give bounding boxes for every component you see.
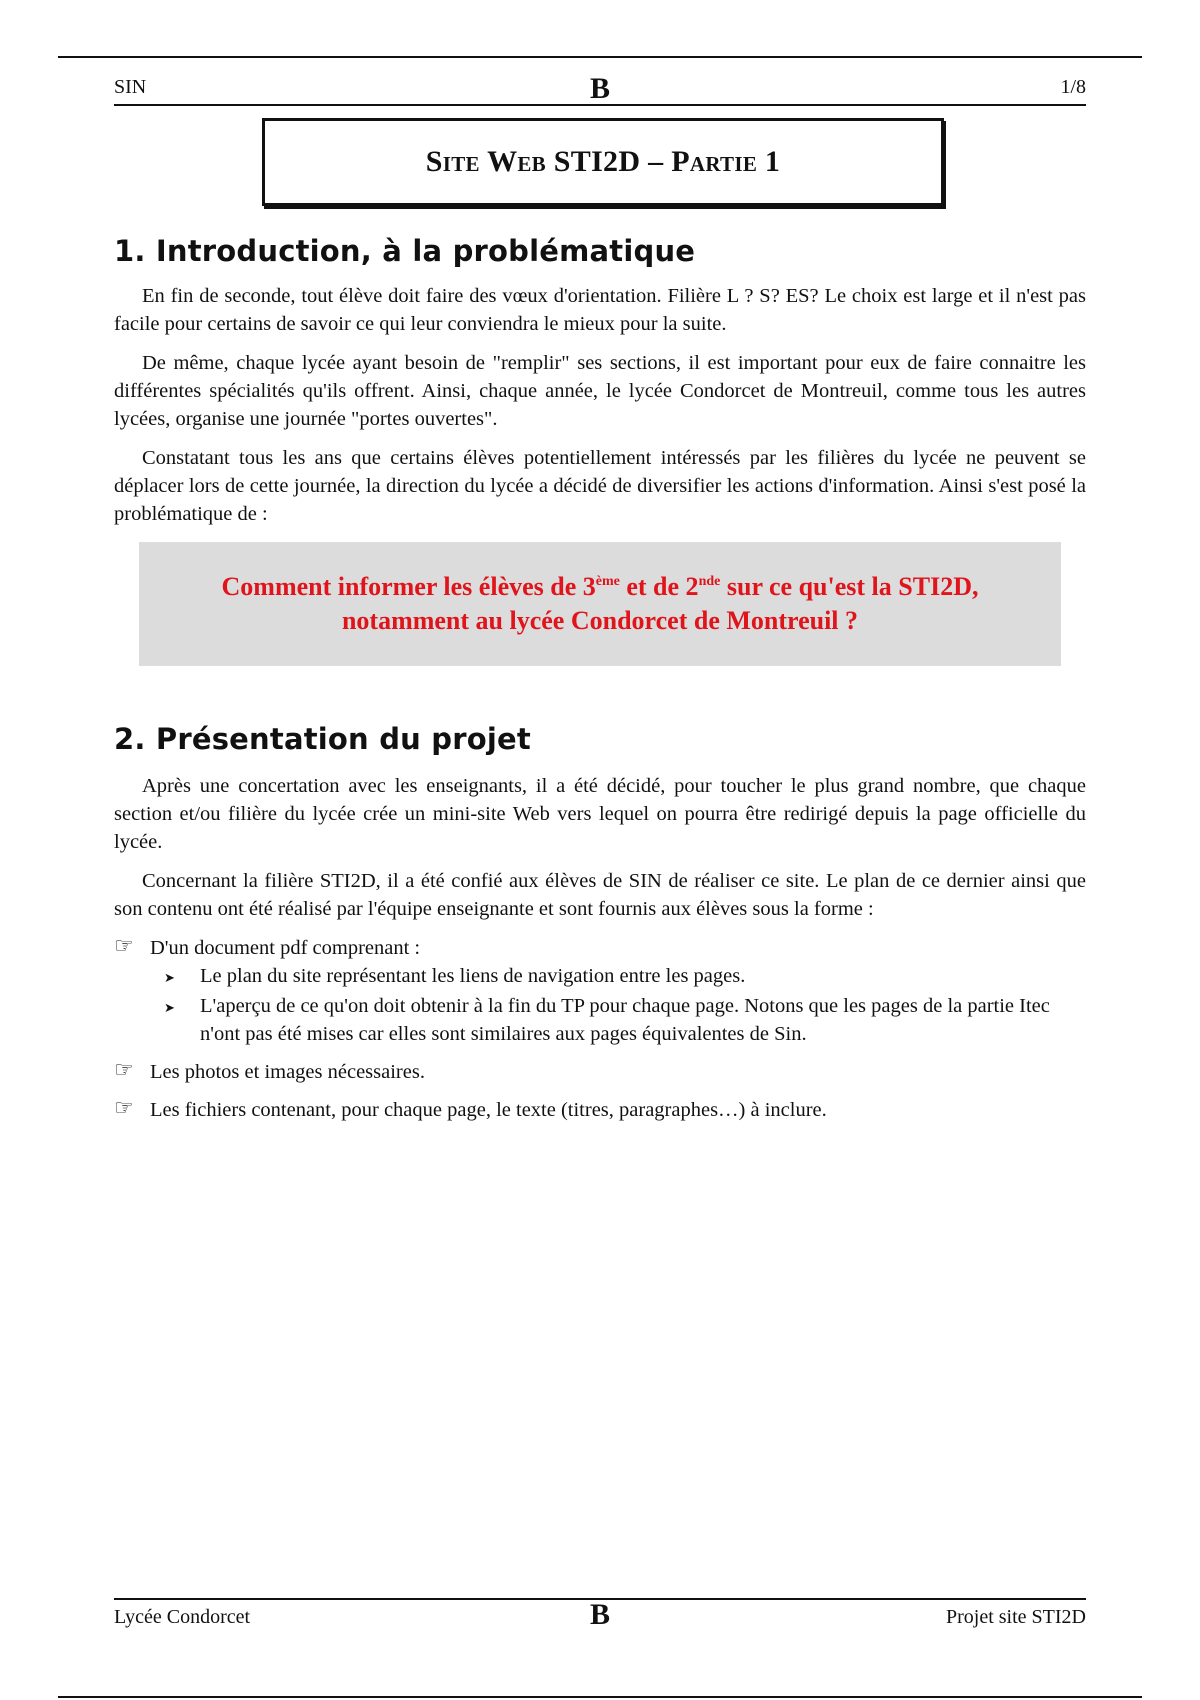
- page-footer: [114, 1598, 1086, 1634]
- bottom-rule: [58, 1696, 1142, 1698]
- callout-text: et de 2: [619, 572, 699, 601]
- top-rule: [58, 56, 1142, 58]
- arrow-bullet-icon: ➤: [164, 970, 175, 985]
- section-heading: 1. Introduction, à la problématique: [114, 234, 696, 268]
- sub-list-item-text: Le plan du site représentant les liens de navigation entre les pages.: [200, 965, 746, 987]
- document-title-box: [262, 118, 944, 206]
- sub-list-item: [164, 962, 1086, 992]
- section-presentation: [114, 722, 1086, 1124]
- page-number: 1/8: [1060, 76, 1086, 98]
- paragraph: En fin de seconde, tout élève doit faire des vœux d'orientation. Filière L ? S? ES? Le choix est large et il n'est pas facile pour certains de savoir ce qui leur conviendra le mieux pour la suite.: [114, 285, 1086, 335]
- paragraph: Après une concertation avec les enseignants, il a été décidé, pour toucher le plus grand nombre, que chaque section et/ou filière du lycée crée un mini-site Web vers lequel on pourra être redirigé depuis la page officielle du lycée.: [114, 775, 1086, 853]
- paragraph: Concernant la filière STI2D, il a été confié aux élèves de SIN de réaliser ce site. Le plan de ce dernier ainsi que son contenu ont été réalisé par l'équipe enseignante et sont fournis aux élèves sous la forme :: [114, 870, 1086, 920]
- document-title: Site Web STI2D – Partie 1: [425, 145, 781, 178]
- callout-text: Comment informer les élèves de 3: [221, 572, 596, 601]
- page-header: [114, 72, 1086, 106]
- section-heading: 2. Présentation du projet: [114, 722, 531, 756]
- callout-line-2: notamment au lycée Condorcet de Montreuil ?: [341, 606, 859, 635]
- arrow-bullet-icon: ➤: [164, 1000, 175, 1015]
- list-item-text: D'un document pdf comprenant :: [150, 937, 421, 959]
- paragraph: De même, chaque lycée ayant besoin de "remplir" ses sections, il est important pour eux de faire connaitre les différentes spécialités qu'ils offrent. Ainsi, chaque année, le lycée Condorcet de Montreuil, comme tous les autres lycées, organise une journée "portes ouvertes".: [114, 352, 1086, 430]
- callout-line-1: [222, 570, 979, 604]
- list-item-text: Les photos et images nécessaires.: [150, 1061, 425, 1083]
- footer-left-text: Lycée Condorcet: [114, 1606, 251, 1628]
- callout-text: sur ce qu'est la STI2D,: [720, 572, 979, 601]
- header-logo-icon: B: [589, 72, 611, 105]
- sub-list-item-text: L'aperçu de ce qu'on doit obtenir à la fin du TP pour chaque page. Notons que les pages de la partie Itec n'ont pas été mises car elles sont similaires aux pages équivalentes de Sin.: [200, 995, 1050, 1045]
- footer-logo-icon: B: [589, 1598, 611, 1631]
- footer-right-text: Projet site STI2D: [946, 1606, 1086, 1628]
- pointing-hand-icon: ☞: [114, 1095, 134, 1120]
- problem-statement-callout: [139, 542, 1061, 666]
- callout-superscript: ème: [595, 574, 620, 589]
- header-left-text: SIN: [114, 76, 147, 98]
- list-item: [114, 934, 1086, 962]
- pointing-hand-icon: ☞: [114, 933, 134, 958]
- list-item: [114, 1058, 1086, 1086]
- list-item: [114, 1096, 1086, 1124]
- paragraph: Constatant tous les ans que certains élèves potentiellement intéressés par les filières du lycée ne peuvent se déplacer lors de cette journée, la direction du lycée a décidé de diversifier les actions d'information. Ainsi s'est posé la problématique de :: [114, 447, 1086, 525]
- section-introduction: [114, 234, 1086, 666]
- list-item-text: Les fichiers contenant, pour chaque page, le texte (titres, paragraphes…) à inclure.: [150, 1099, 827, 1121]
- callout-superscript: nde: [698, 574, 721, 589]
- pointing-hand-icon: ☞: [114, 1057, 134, 1082]
- sub-list-item: [164, 992, 1086, 1048]
